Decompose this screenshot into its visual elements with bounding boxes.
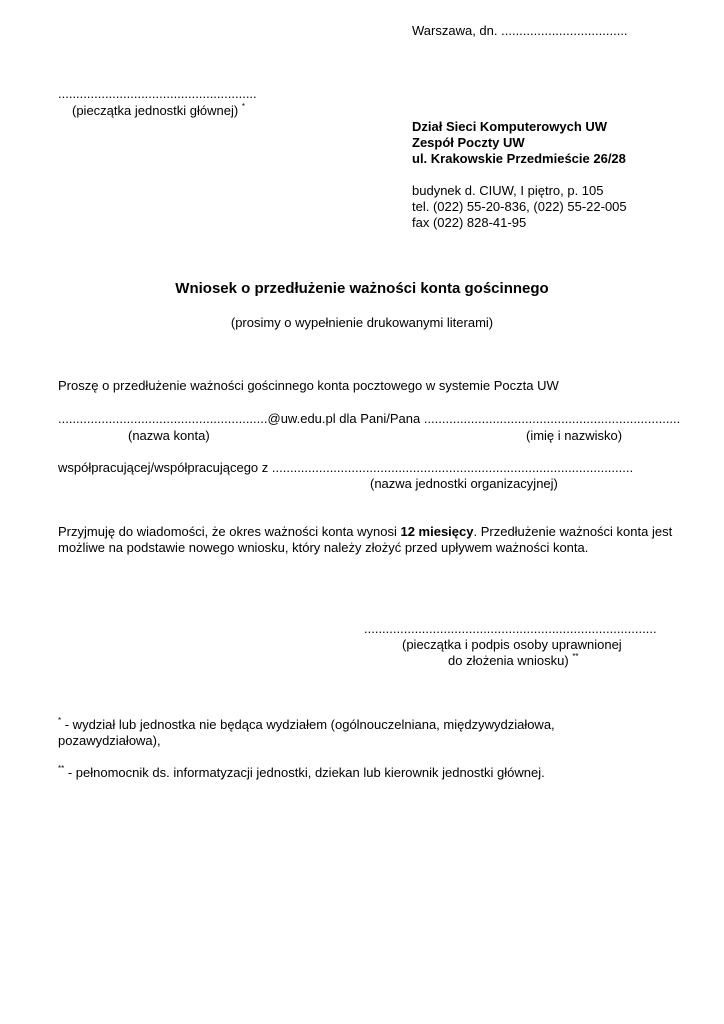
footnote-2-text: - pełnomocnik ds. informatyzacji jednostki, dziekan lub kierownik jednostki głównej.: [64, 765, 545, 780]
signature-label-2-line: [448, 653, 579, 669]
account-label: (nazwa konta): [128, 428, 210, 443]
signature-label-2: do złożenia wniosku): [448, 653, 569, 668]
unit-line: [58, 460, 633, 476]
recipient-line-6: fax (022) 828-41-95: [412, 215, 527, 230]
footnote-ref-2: **: [572, 652, 579, 661]
page-subtitle: (prosimy o wypełnienie drukowanymi literami): [230, 315, 494, 330]
date-field[interactable]: ...................................: [501, 23, 628, 38]
unit-field[interactable]: ....................................................................................................: [271, 460, 634, 475]
footnote-1: [58, 717, 618, 749]
unit-label: (nazwa jednostki organizacyjnej): [370, 476, 558, 491]
notice-text-1: Przyjmuję do wiadomości, że okres ważności konta wynosi: [58, 524, 401, 539]
name-field[interactable]: .......................................................................: [423, 411, 681, 426]
signature-field[interactable]: .................................................................................: [364, 621, 657, 636]
request-line: Proszę o przedłużenie ważności gościnnego konta pocztowego w systemie Poczta UW: [58, 378, 559, 393]
account-field[interactable]: ..........................................................: [58, 411, 268, 426]
place-date-label: Warszawa, dn.: [412, 23, 498, 38]
notice-text-2: . Przedłużenie ważności konta jest możliwe na podstawie nowego wniosku, który należy złożyć przed upływem ważności konta.: [58, 524, 673, 555]
footnote-1-mark: *: [58, 716, 62, 725]
recipient-line-1: Dział Sieci Komputerowych UW: [412, 119, 608, 134]
footnote-2-mark: **: [58, 764, 65, 773]
signature-label-1: (pieczątka i podpis osoby uprawnionej: [402, 637, 622, 652]
footnote-ref-1: *: [241, 102, 245, 111]
page-title: Wniosek o przedłużenie ważności konta gościnnego: [175, 280, 549, 297]
footnote-1-text: - wydział lub jednostka nie będąca wydziałem (ogólnouczelniana, międzywydziałowa, pozawydziałowa),: [58, 717, 555, 748]
notice-paragraph: [58, 524, 678, 556]
coop-text: współpracującej/współpracującego z: [58, 460, 269, 475]
recipient-line-2: Zespół Poczty UW: [412, 135, 525, 150]
domain-text: @uw.edu.pl dla Pani/Pana: [267, 411, 421, 426]
recipient-line-4: budynek d. CIUW, I piętro, p. 105: [412, 183, 604, 198]
name-label: (imię i nazwisko): [526, 428, 623, 443]
stamp-caption: [72, 103, 245, 119]
footnote-2: [58, 765, 545, 781]
recipient-line-5: tel. (022) 55-20-836, (022) 55-22-005: [412, 199, 627, 214]
stamp-label: (pieczątka jednostki głównej): [72, 103, 239, 118]
account-name-line: [58, 411, 708, 427]
recipient-line-3: ul. Krakowskie Przedmieście 26/28: [412, 151, 626, 166]
stamp-field[interactable]: .......................................................: [58, 86, 257, 101]
place-date-line: [412, 23, 628, 39]
notice-period: 12 miesięcy: [400, 524, 474, 539]
